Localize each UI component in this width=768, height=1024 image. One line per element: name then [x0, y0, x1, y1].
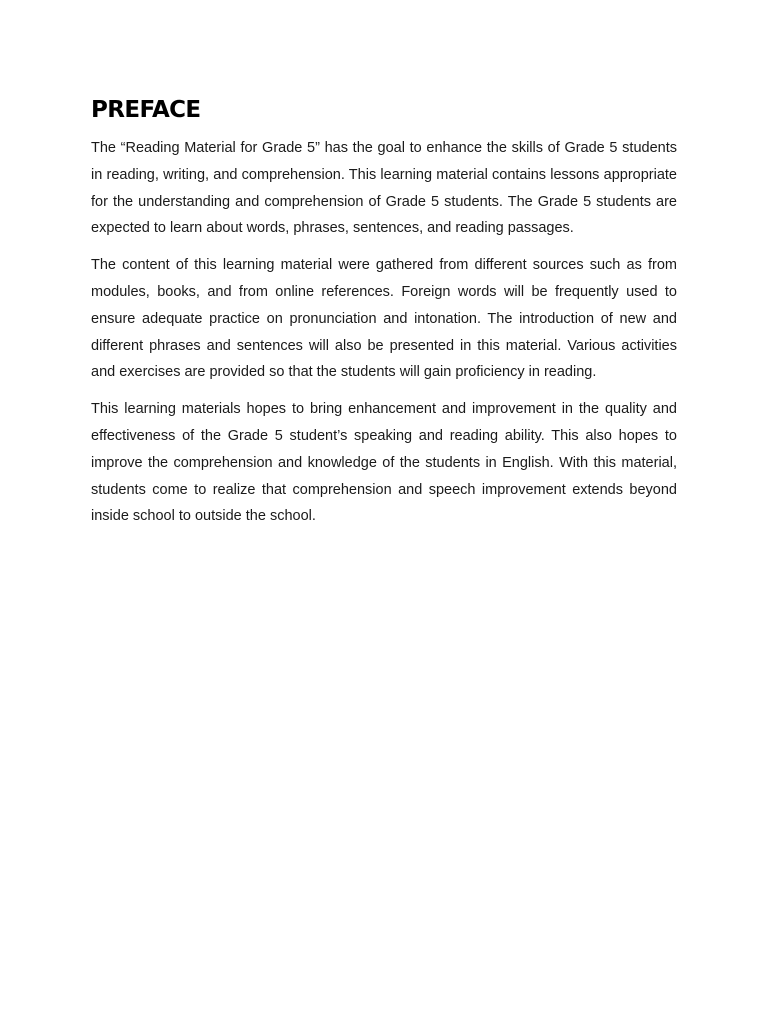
- page-title: PREFACE: [91, 97, 201, 123]
- preface-body: [91, 135, 677, 540]
- paragraph-3: This learning materials hopes to bring enhancement and improvement in the quality and effectiveness of the Grade 5 student’s speaking and reading ability. This also hopes to improve the comprehension and knowledge of the students in English. With this material, students come to realize that comprehension and speech improvement extends beyond inside school to outside the school.: [91, 401, 677, 525]
- paragraph-1: The “Reading Material for Grade 5” has the goal to enhance the skills of Grade 5 students in reading, writing, and comprehension. This learning material contains lessons appropriate for the understanding and comprehension of Grade 5 students. The Grade 5 students are expected to learn about words, phrases, sentences, and reading passages.: [91, 140, 677, 237]
- paragraph-2: The content of this learning material were gathered from different sources such as from modules, books, and from online references. Foreign words will be frequently used to ensure adequate practice on pronunciation and intonation. The introduction of new and different phrases and sentences will also be presented in this material. Various activities and exercises are provided so that the students will gain proficiency in reading.: [91, 257, 677, 381]
